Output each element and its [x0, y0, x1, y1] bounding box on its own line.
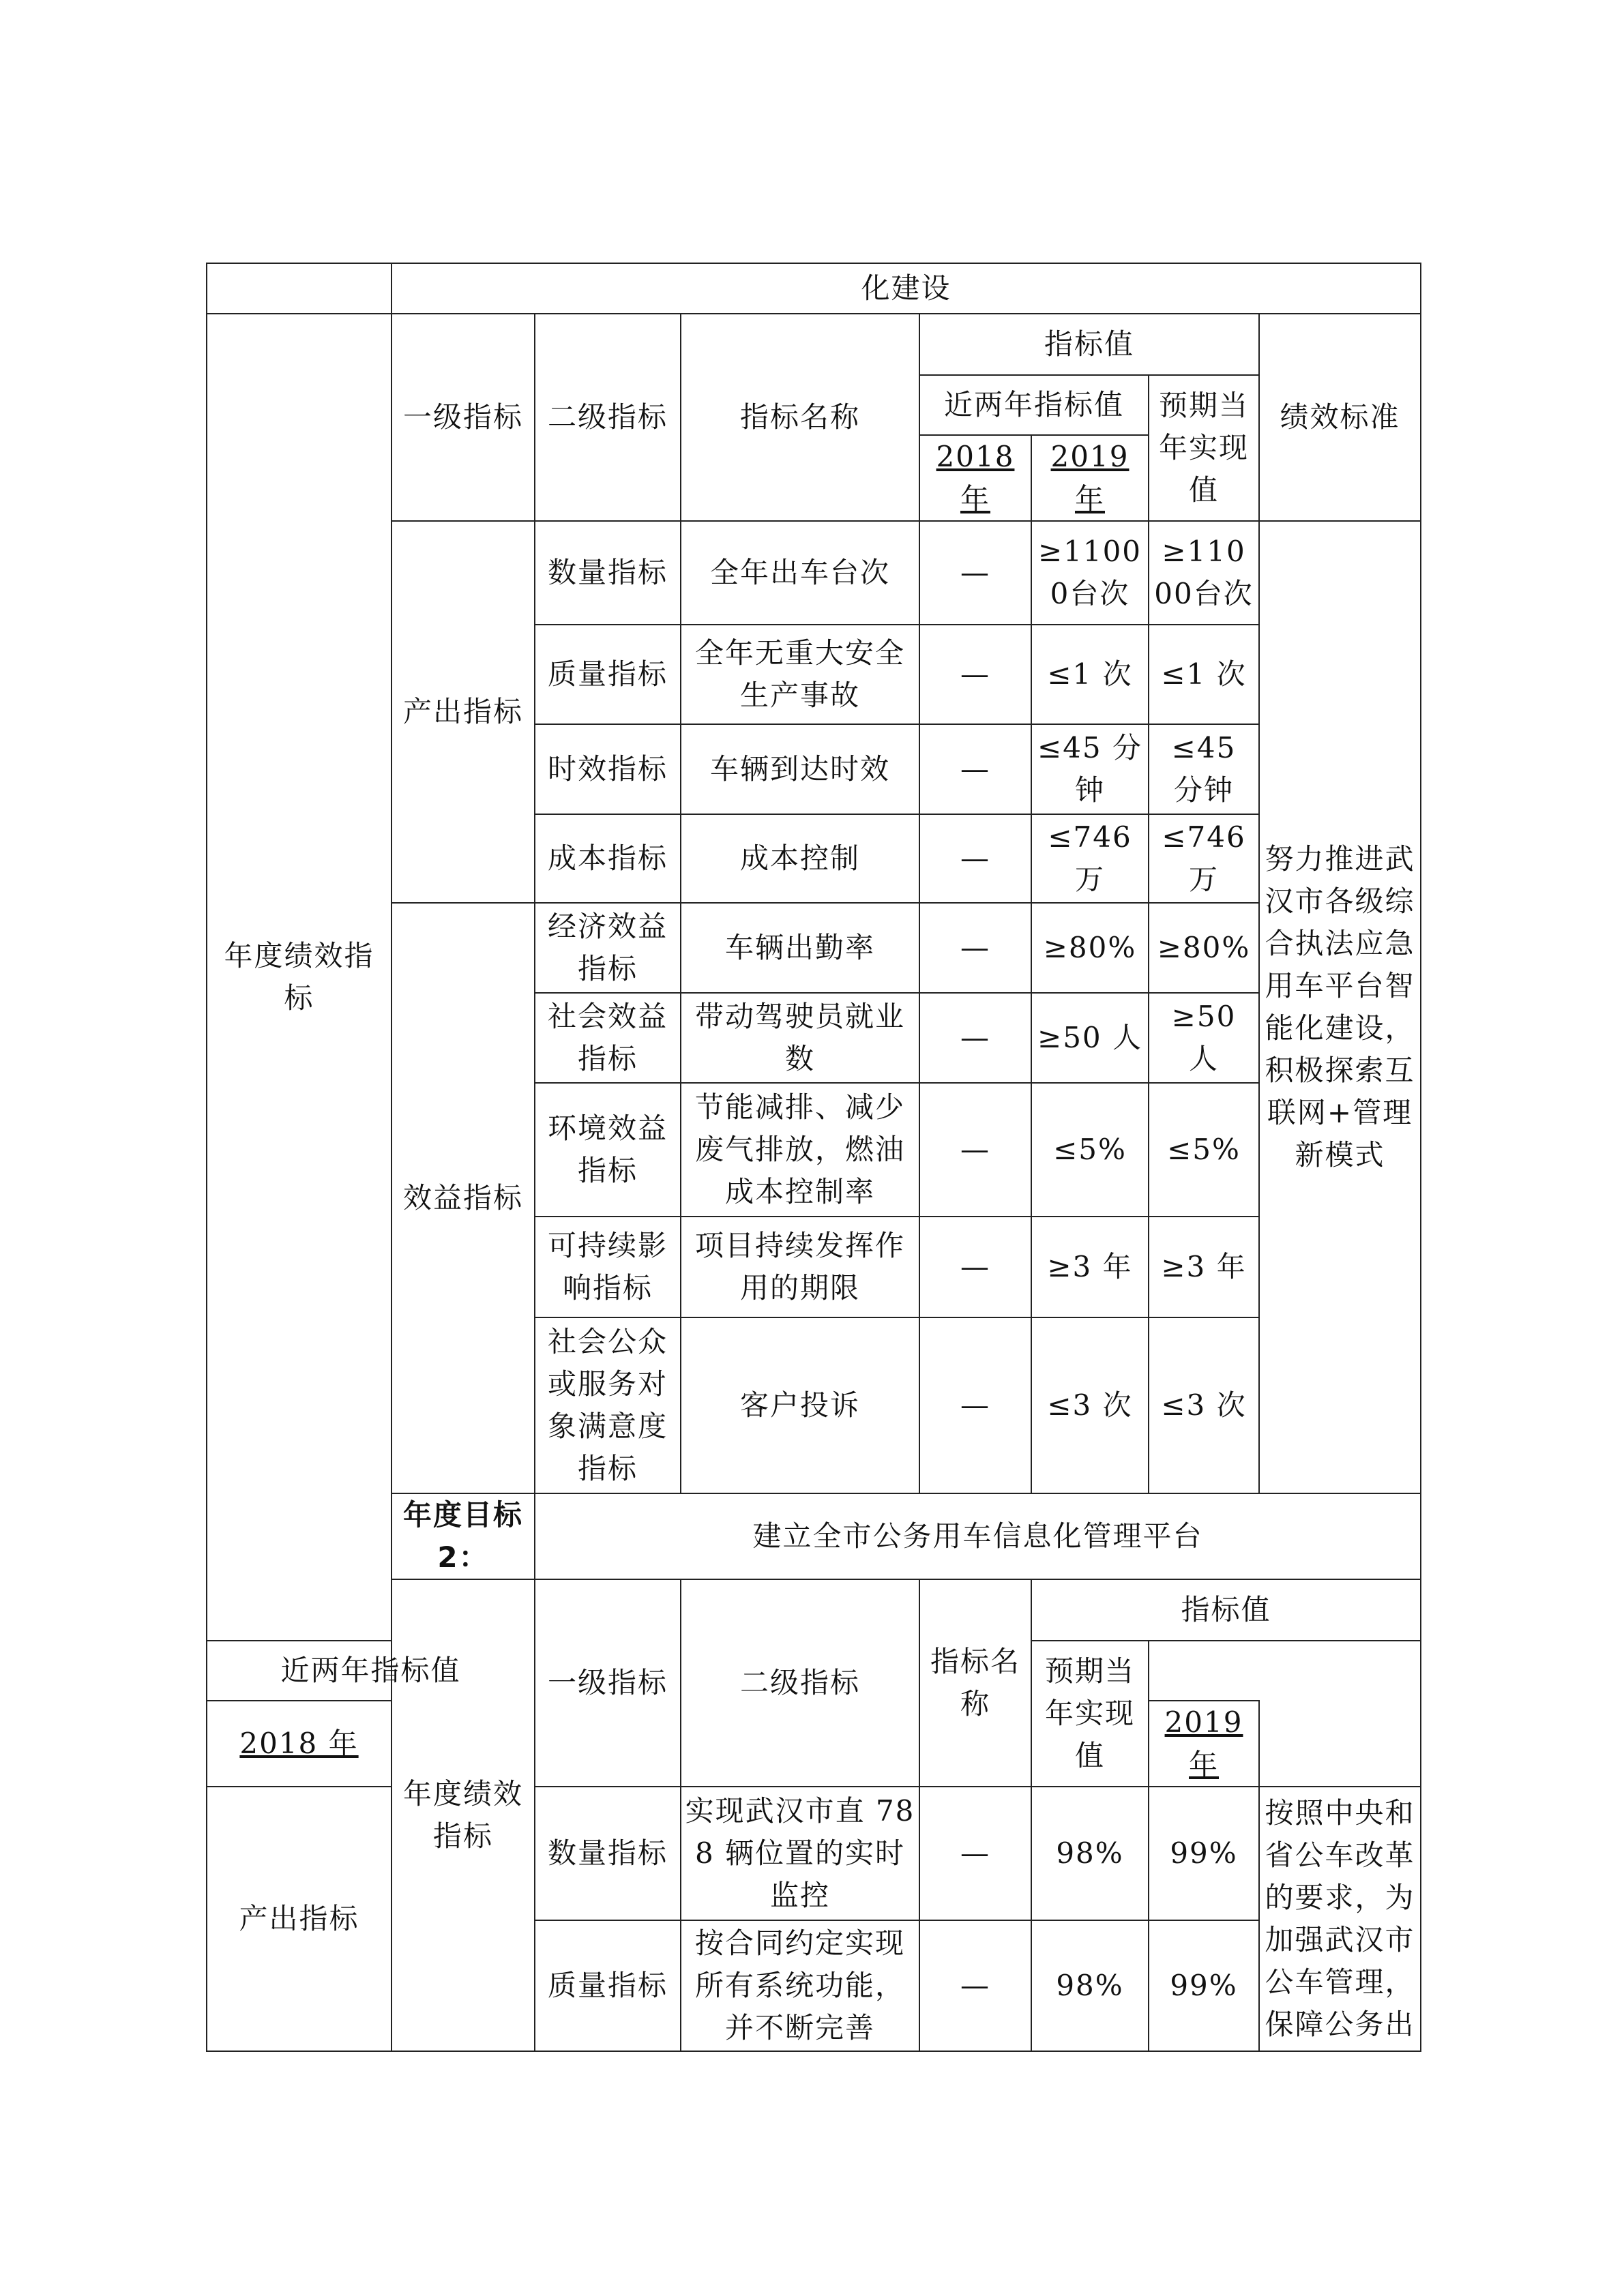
continuation-row [207, 263, 1421, 314]
name-cell: 项目持续发挥作用的期限 [681, 1217, 919, 1317]
expected-cell: ≤746 万 [1149, 814, 1259, 903]
expected-cell: ≤3 次 [1149, 1317, 1259, 1493]
name-cell: 车辆到达时效 [681, 724, 919, 814]
output-label: 产出指标 [207, 1787, 392, 2051]
value-2019-cell: ≤3 次 [1031, 1317, 1149, 1493]
expected-cell: ≥3 年 [1149, 1217, 1259, 1317]
value-2018-cell: — [919, 625, 1031, 724]
header-expected: 预期当年实现值 [1031, 1641, 1149, 1787]
value-2019-cell: 98% [1031, 1920, 1149, 2051]
value-2018-cell: — [919, 724, 1031, 814]
level2-cell: 数量指标 [535, 1787, 681, 1920]
name-cell: 全年无重大安全生产事故 [681, 625, 919, 724]
goal2-text: 建立全市公务用车信息化管理平台 [535, 1493, 1421, 1579]
standard-cell: 努力推进武汉市各级综合执法应急用车平台智能化建设，积极探索互联网+管理新模式 [1259, 521, 1421, 1493]
name-cell: 车辆出勤率 [681, 903, 919, 993]
value-2019-cell: ≤746 万 [1031, 814, 1149, 903]
benefit-label: 效益指标 [392, 903, 535, 1493]
level2-cell: 环境效益指标 [535, 1083, 681, 1217]
header-2019: 2019 年 [1149, 1701, 1259, 1787]
value-2018-cell: — [919, 1083, 1031, 1217]
header-expected: 预期当年实现值 [1149, 375, 1259, 521]
value-2018-cell: — [919, 521, 1031, 625]
header-level1: 一级指标 [392, 314, 535, 521]
level2-cell: 经济效益指标 [535, 903, 681, 993]
blank-cell [207, 263, 392, 314]
level2-cell: 社会效益指标 [535, 993, 681, 1083]
name-cell: 实现武汉市直 788 辆位置的实时监控 [681, 1787, 919, 1920]
performance-table [206, 263, 1421, 2052]
header-name: 指标名称 [919, 1579, 1031, 1787]
level2-cell: 数量指标 [535, 521, 681, 625]
value-2019-cell: ≤5% [1031, 1083, 1149, 1217]
section2-row-label: 年度绩效指标 [392, 1579, 535, 2051]
name-cell: 带动驾驶员就业数 [681, 993, 919, 1083]
expected-cell: 99% [1149, 1920, 1259, 2051]
level2-cell: 成本指标 [535, 814, 681, 903]
continued-goal-text: 化建设 [392, 263, 1421, 314]
header-recent: 近两年指标值 [919, 375, 1149, 435]
header-2018: 2018 年 [207, 1701, 392, 1787]
header-level2: 二级指标 [535, 314, 681, 521]
name-cell: 成本控制 [681, 814, 919, 903]
value-2019-cell: ≤45 分钟 [1031, 724, 1149, 814]
name-cell: 全年出车台次 [681, 521, 919, 625]
value-2019-cell: ≥3 年 [1031, 1217, 1149, 1317]
header-value-group: 指标值 [919, 314, 1259, 375]
header-2019: 2019 年 [1031, 435, 1149, 521]
value-2019-cell: ≥80% [1031, 903, 1149, 993]
header-level1: 一级指标 [535, 1579, 681, 1787]
value-2019-cell: ≤1 次 [1031, 625, 1149, 724]
section1-header-row [207, 314, 1421, 375]
value-2018-cell: — [919, 993, 1031, 1083]
header-level2: 二级指标 [681, 1579, 919, 1787]
expected-cell: ≤5% [1149, 1083, 1259, 1217]
name-cell: 按合同约定实现所有系统功能，并不断完善 [681, 1920, 919, 2051]
header-2018: 2018 年 [919, 435, 1031, 521]
value-2019-cell: ≥11000台次 [1031, 521, 1149, 625]
expected-cell: ≥80% [1149, 903, 1259, 993]
expected-cell: ≥50 人 [1149, 993, 1259, 1083]
table-row [207, 1787, 1421, 1920]
value-2018-cell: — [919, 1787, 1031, 1920]
output-label: 产出指标 [392, 521, 535, 903]
name-cell: 节能减排、减少废气排放，燃油成本控制率 [681, 1083, 919, 1217]
value-2019-cell: 98% [1031, 1787, 1149, 1920]
expected-cell: 99% [1149, 1787, 1259, 1920]
value-2018-cell: — [919, 814, 1031, 903]
value-2018-cell: — [919, 903, 1031, 993]
value-2019-cell: ≥50 人 [1031, 993, 1149, 1083]
standard-cell: 按照中央和省公车改革的要求，为加强武汉市公车管理，保障公务出 [1259, 1787, 1421, 2051]
value-2018-cell: — [919, 1920, 1031, 2051]
expected-cell: ≤1 次 [1149, 625, 1259, 724]
header-value-group: 指标值 [1031, 1579, 1421, 1641]
value-2018-cell: — [919, 1217, 1031, 1317]
level2-cell: 质量指标 [535, 1920, 681, 2051]
expected-cell: ≤45 分钟 [1149, 724, 1259, 814]
name-cell: 客户投诉 [681, 1317, 919, 1493]
level2-cell: 质量指标 [535, 625, 681, 724]
value-2018-cell: — [919, 1317, 1031, 1493]
header-standard: 绩效标准 [1259, 314, 1421, 521]
level2-cell: 社会公众或服务对象满意度指标 [535, 1317, 681, 1493]
header-name: 指标名称 [681, 314, 919, 521]
section1-row-label: 年度绩效指标 [207, 314, 392, 1641]
level2-cell: 可持续影响指标 [535, 1217, 681, 1317]
expected-cell: ≥11000台次 [1149, 521, 1259, 625]
level2-cell: 时效指标 [535, 724, 681, 814]
header-recent: 近两年指标值 [207, 1641, 535, 1701]
goal2-label: 年度目标 2： [392, 1493, 535, 1579]
